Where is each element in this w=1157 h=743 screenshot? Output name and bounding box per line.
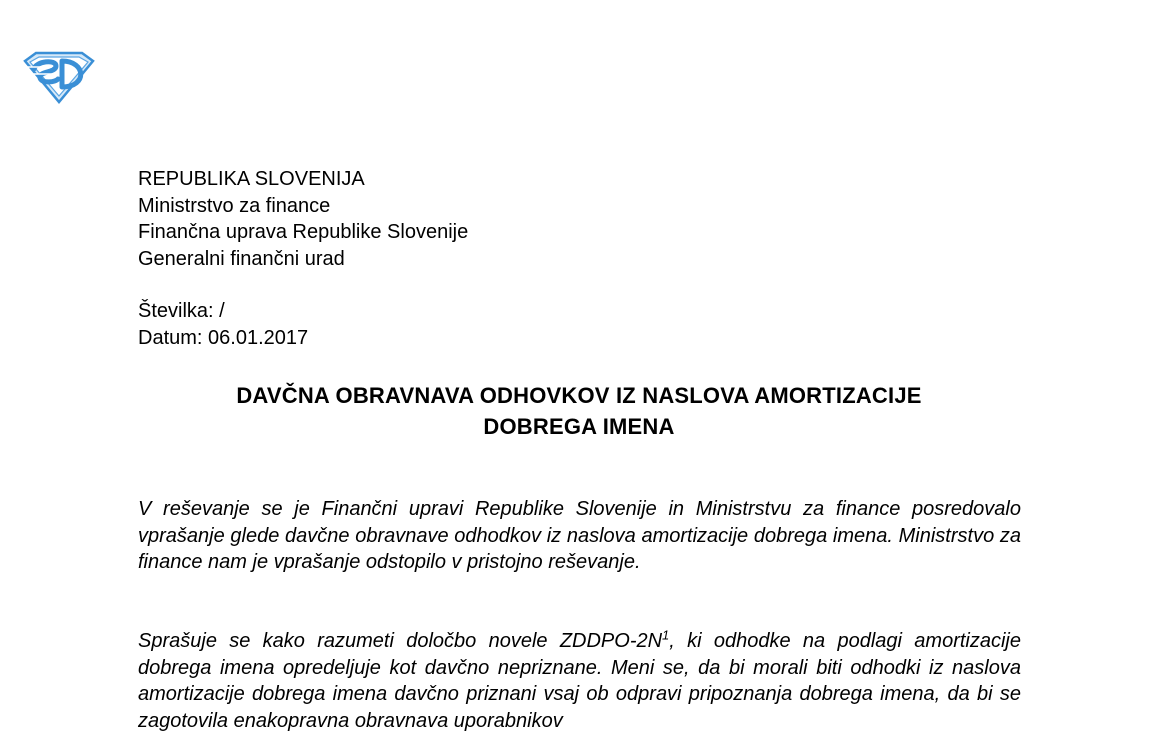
document-meta [138,298,308,351]
document-title [138,380,1020,442]
body-paragraph-1: V reševanje se je Finančni upravi Republike Slovenije in Ministrstvu za finance posredovalo vprašanje glede davčne obravnave odhodkov iz naslova amortizacije dobrega imena. Ministrstvo za finance nam je vprašanje odstopilo v pristojno reševanje. [138,498,1021,573]
header-line-republic: REPUBLIKA SLOVENIJA [138,168,365,190]
issuer-header [138,166,468,272]
document-number: Številka: / [138,300,225,322]
title-line-2: DOBREGA IMENA [483,414,675,439]
header-line-office: Generalni finančni urad [138,247,345,270]
header-line-fiscal-authority: Finančna uprava Republike Slovenije [138,221,469,243]
paragraph-2-part-b: , ki odhodke na podlagi amortizacije dobrega imena opredeljuje kot davčno nepriznane. Meni se, da bi morali biti odhodki iz naslova amortizacije dobrega imena davčno priznani vsaj ob odpravi pripoznanja dobrega imena, da bi se zagotovila enakopravna obravnava uporabnikov [138,630,1021,732]
paragraph-2-part-a: Sprašuje se kako razumeti določbo novele ZDDPO-2N [138,630,663,652]
body-paragraph-2 [138,628,1021,734]
footnote-ref-1[interactable]: 1 [662,627,670,643]
document-date: Datum: 06.01.2017 [138,326,309,349]
sd-shield-logo-icon [22,49,96,105]
header-line-ministry: Ministrstvo za finance [138,194,331,217]
title-line-1: DAVČNA OBRAVNAVA ODHOVKOV IZ NASLOVA AMORTIZACIJE [236,383,922,408]
